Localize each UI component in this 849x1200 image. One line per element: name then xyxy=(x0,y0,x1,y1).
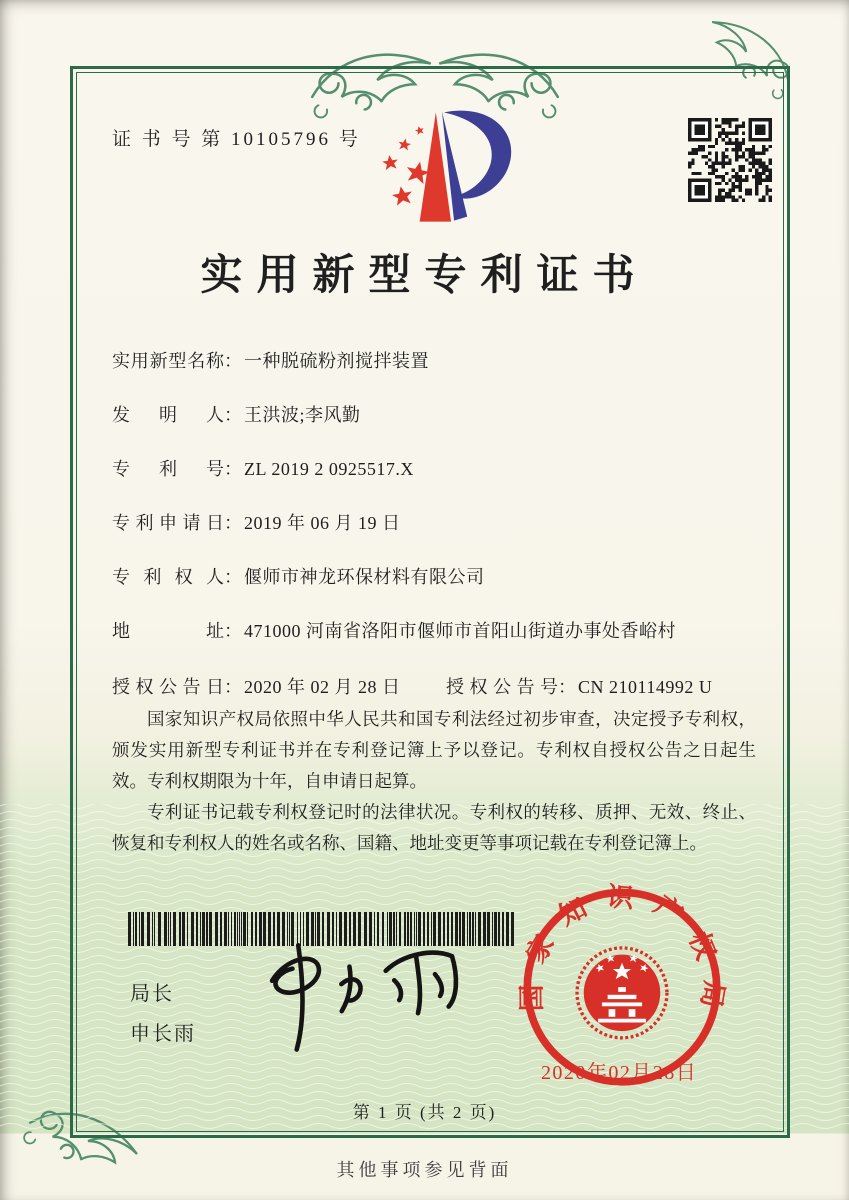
colon: ： xyxy=(224,351,242,371)
field-row-patent-no xyxy=(112,456,752,510)
field-label: 发明人 xyxy=(112,405,224,425)
legal-paragraph-1: 国家知识产权局依照中华人民共和国专利法经过初步审查，决定授予专利权，颁发实用新型专利证书并在专利登记簿上予以登记。专利权自授权公告之日起生效。专利权期限为十年，自申请日起算。 xyxy=(112,709,756,791)
colon: ： xyxy=(224,567,242,587)
colon: ： xyxy=(224,513,242,533)
field-value: 王洪波;李风勤 xyxy=(244,405,361,425)
field-label: 授权公告号 xyxy=(446,677,558,697)
field-label: 专利权人 xyxy=(112,567,224,587)
field-label: 实用新型名称 xyxy=(112,351,224,371)
colon: ： xyxy=(224,405,242,425)
legal-paragraph-2: 专利证书记载专利权登记时的法律状况。专利权的转移、质押、无效、终止、恢复和专利权人的姓名或名称、国籍、地址变更等事项记载在专利登记簿上。 xyxy=(112,802,756,853)
grant-number xyxy=(446,674,712,700)
field-value: 一种脱硫粉剂搅拌装置 xyxy=(244,351,429,371)
field-row-patentee xyxy=(112,564,752,618)
colon: ： xyxy=(224,459,242,479)
signer-block xyxy=(130,974,196,1054)
field-label: 专利申请日 xyxy=(112,513,224,533)
legal-text xyxy=(112,704,756,859)
field-value: ZL 2019 2 0925517.X xyxy=(244,459,414,479)
field-list xyxy=(112,348,752,728)
colon: ： xyxy=(224,621,242,641)
field-value: 471000 河南省洛阳市偃师市首阳山街道办事处香峪村 xyxy=(244,621,676,641)
certificate-number: 证 书 号 第 10105796 号 xyxy=(112,129,361,150)
national-emblem-icon xyxy=(577,948,667,1038)
field-row-inventor xyxy=(112,402,752,456)
field-row-name xyxy=(112,348,752,402)
seal-arc-text: 国家知识产权局 xyxy=(516,881,730,1029)
field-row-address xyxy=(112,618,752,672)
field-value: 2020 年 02 月 28 日 xyxy=(244,677,401,697)
field-label: 授权公告日 xyxy=(112,677,224,697)
cnipa-logo-icon xyxy=(362,98,534,230)
page-number: 第 1 页 (共 2 页) xyxy=(352,1103,497,1122)
field-row-filing-date xyxy=(112,510,752,564)
colon: ： xyxy=(558,677,576,697)
field-value: CN 210114992 U xyxy=(578,677,713,697)
grant-date xyxy=(112,674,446,700)
field-label: 专利号 xyxy=(112,459,224,479)
certificate-title: 实用新型专利证书 xyxy=(200,253,649,299)
official-seal xyxy=(512,880,732,1100)
colon: ： xyxy=(224,677,242,697)
seal-date: 2020年02月28日 xyxy=(540,1061,698,1084)
qr-code-icon xyxy=(688,118,772,202)
signer-role: 局长 xyxy=(130,983,174,1005)
field-value: 2019 年 06 月 19 日 xyxy=(244,513,401,533)
signer-name: 申长雨 xyxy=(130,1023,196,1045)
field-value: 偃师市神龙环保材料有限公司 xyxy=(244,567,485,587)
field-label: 地址 xyxy=(112,621,224,641)
signature-handwriting xyxy=(248,936,478,1056)
back-side-note: 其他事项参见背面 xyxy=(336,1160,513,1180)
